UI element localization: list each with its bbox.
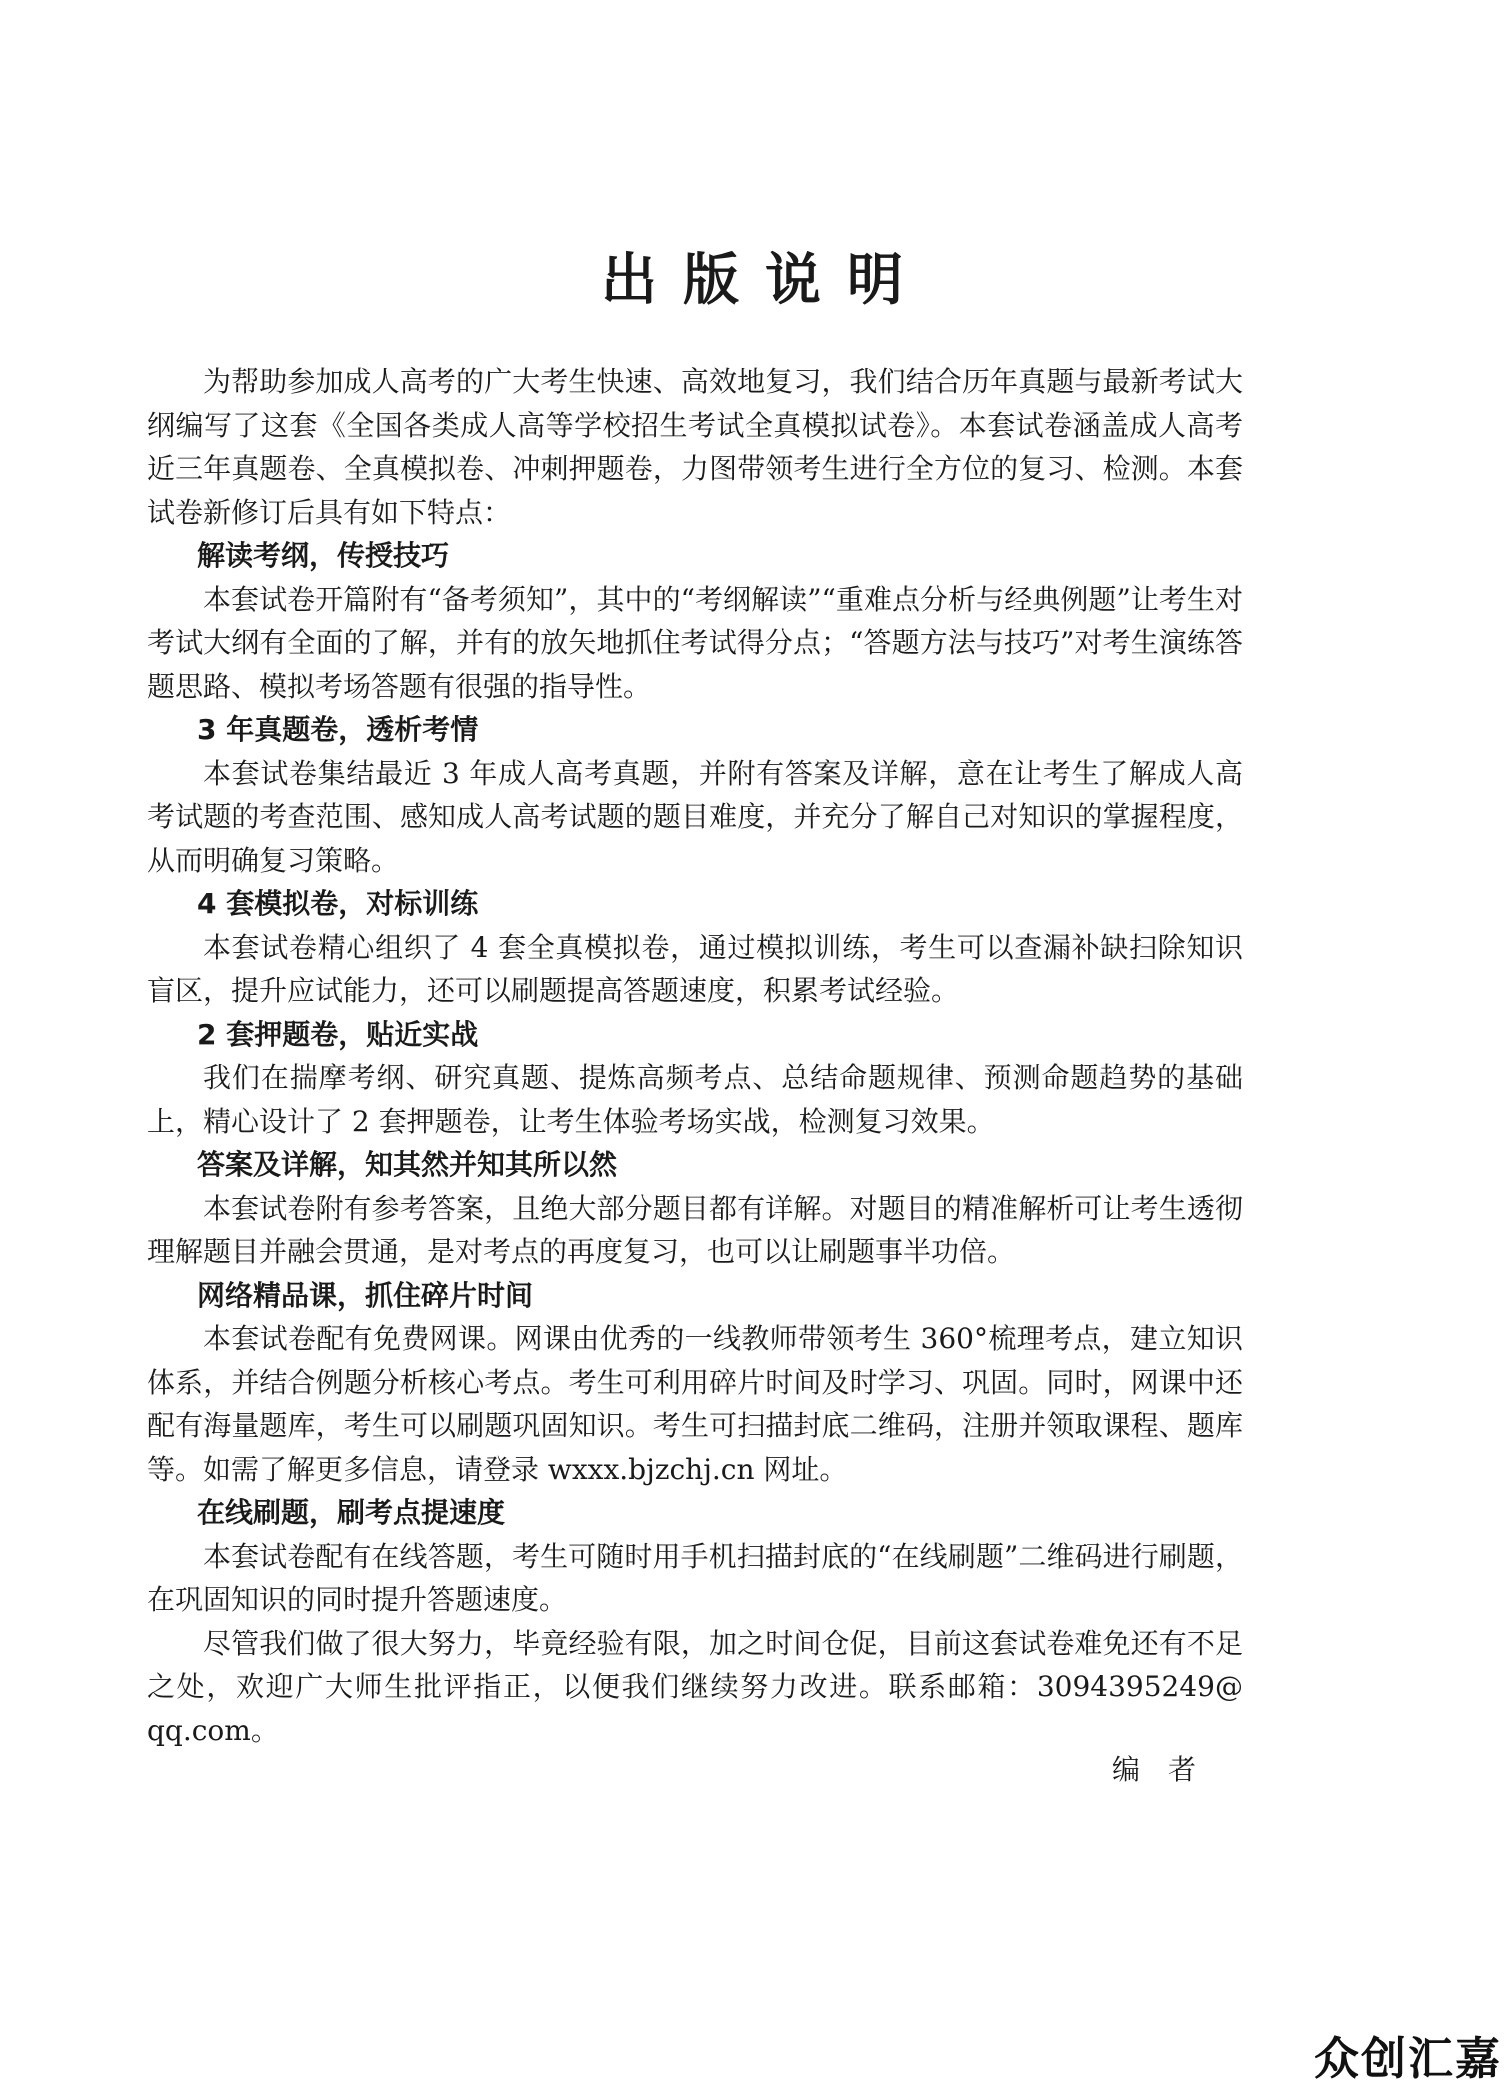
watermark-logo: 众创汇嘉: [1312, 2024, 1504, 2094]
section-paragraph: 本套试卷开篇附有“备考须知”，其中的“考纲解读”“重难点分析与经典例题”让考生对考试大纲有全面的了解，并有的放矢地抓住考试得分点；“答题方法与技巧”对考生演练答题思路、模拟考场答题有很强的指导性。: [147, 582, 1243, 703]
section-heading: 在线刷题，刷考点提速度: [197, 1496, 506, 1529]
section-paragraph: 本套试卷精心组织了 4 套全真模拟卷，通过模拟训练，考生可以查漏补缺扫除知识盲区，提升应试能力，还可以刷题提高答题速度，积累考试经验。: [147, 930, 1243, 1007]
signature: 编者: [1112, 1753, 1225, 1786]
section-heading: 2 套押题卷，贴近实战: [197, 1017, 479, 1051]
section-paragraph: 我们在揣摩考纲、研究真题、提炼高频考点、总结命题规律、预测命题趋势的基础上，精心设计了 2 套押题卷，让考生体验考场实战，检测复习效果。: [147, 1061, 1243, 1138]
section-paragraph: 本套试卷集结最近 3 年成人高考真题，并附有答案及详解，意在让考生了解成人高考试题的考查范围、感知成人高考试题的题目难度，并充分了解自己对知识的掌握程度，从而明确复习策略。: [147, 756, 1243, 877]
section-heading: 网络精品课，抓住碎片时间: [197, 1278, 534, 1312]
page-title: 出版说明: [601, 248, 929, 313]
section-heading: 答案及详解，知其然并知其所以然: [197, 1148, 618, 1181]
intro-paragraph: 为帮助参加成人高考的广大考生快速、高效地复习，我们结合历年真题与最新考试大纲编写了这套《全国各类成人高等学校招生考试全真模拟试卷》。本套试卷涵盖成人高考近三年真题卷、全真模拟卷、冲刺押题卷，力图带领考生进行全方位的复习、检测。本套试卷新修订后具有如下特点：: [147, 365, 1243, 529]
section-paragraph: 本套试卷附有参考答案，且绝大部分题目都有详解。对题目的精准解析可让考生透彻理解题目并融会贯通，是对考点的再度复习，也可以让刷题事半功倍。: [147, 1191, 1243, 1268]
section-heading: 3 年真题卷，透析考情: [197, 713, 479, 746]
section-heading: 解读考纲，传授技巧: [197, 539, 450, 572]
section-paragraph: 本套试卷配有在线答题，考生可随时用手机扫描封底的“在线刷题”二维码进行刷题，在巩固知识的同时提升答题速度。: [147, 1539, 1243, 1616]
section-paragraph: 本套试卷配有免费网课。网课由优秀的一线教师带领考生 360°梳理考点，建立知识体系，并结合例题分析核心考点。考生可利用碎片时间及时学习、巩固。同时，网课中还配有海量题库，考生可以刷题巩固知识。考生可扫描封底二维码，注册并领取课程、题库等。如需了解更多信息，请登录 wxxx.bjzchj.cn 网址。: [147, 1322, 1243, 1486]
closing-paragraph: 尽管我们做了很大努力，毕竟经验有限，加之时间仓促，目前这套试卷难免还有不足之处，欢迎广大师生批评指正，以便我们继续努力改进。联系邮箱：3094395249@ qq.com。: [147, 1626, 1243, 1747]
document-body: [147, 360, 1243, 1752]
section-heading: 4 套模拟卷，对标训练: [197, 887, 479, 920]
